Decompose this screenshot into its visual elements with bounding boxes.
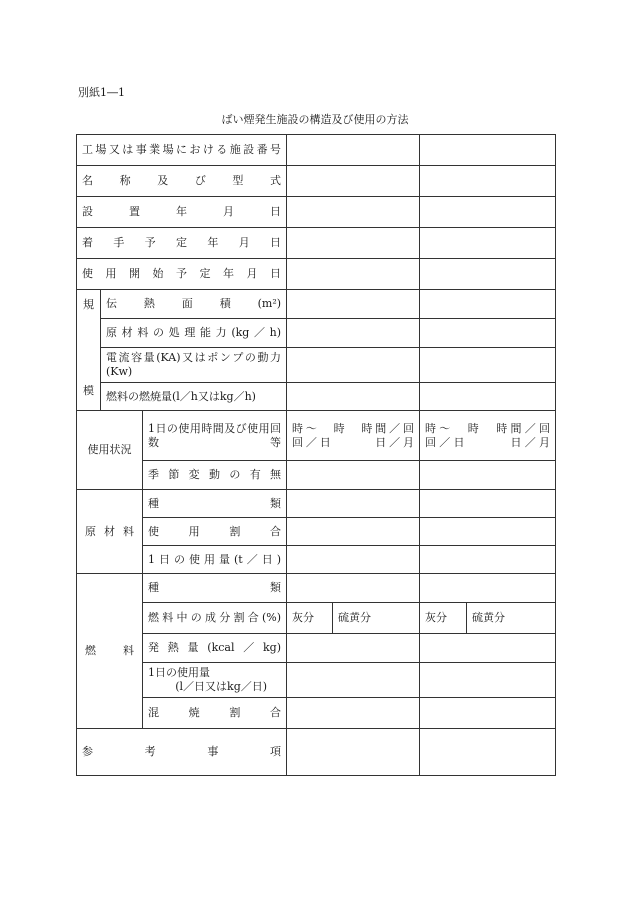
label-heat-area: 伝熱面積(m²) xyxy=(101,290,287,319)
facility-form-table xyxy=(76,134,556,776)
label-material-capacity: 原材料の処理能力(kg／h) xyxy=(101,319,287,348)
row-usage-hours xyxy=(77,411,556,461)
input-power-1[interactable] xyxy=(287,348,420,383)
input-use-start-date-1[interactable] xyxy=(287,259,420,290)
usage-hours-2-line2: 回／日 日／月 xyxy=(425,435,551,449)
input-calorific-1[interactable] xyxy=(287,634,420,663)
row-mixed xyxy=(77,698,556,729)
input-raw-ratio-2[interactable] xyxy=(420,518,556,546)
input-raw-type-1[interactable] xyxy=(287,490,420,518)
input-calorific-2[interactable] xyxy=(420,634,556,663)
input-heat-area-2[interactable] xyxy=(420,290,556,319)
ash-label-1: 灰分 xyxy=(292,611,315,625)
input-material-capacity-1[interactable] xyxy=(287,319,420,348)
input-notes-2[interactable] xyxy=(420,729,556,776)
input-sulfur-2[interactable] xyxy=(467,603,556,634)
row-raw-type xyxy=(77,490,556,518)
input-start-work-date-2[interactable] xyxy=(420,228,556,259)
sulfur-label-1: 硫黄分 xyxy=(338,611,372,625)
fuel-category: 燃料 xyxy=(77,574,143,729)
label-raw-ratio: 使用割合 xyxy=(143,518,287,546)
input-install-date-1[interactable] xyxy=(287,197,420,228)
fuel-daily-line2: (l／日又はkg／日) xyxy=(175,680,268,693)
input-start-work-date-1[interactable] xyxy=(287,228,420,259)
row-fuel-component xyxy=(77,603,556,634)
label-power: 電流容量(KA)又はポンプの動力(Kw) xyxy=(101,348,287,383)
input-fuel-type-1[interactable] xyxy=(287,574,420,603)
usage-hours-2-line1: 時～ 時 時間／回 xyxy=(425,421,551,435)
label-install-date: 設置年月日 xyxy=(77,197,287,228)
label-start-work-date: 着手予定年月日 xyxy=(77,228,287,259)
input-raw-type-2[interactable] xyxy=(420,490,556,518)
row-start-work-date xyxy=(77,228,556,259)
row-fuel-consumption xyxy=(77,383,556,411)
label-mixed: 混焼割合 xyxy=(143,698,287,729)
usage-hours-1-line2: 回／日 日／月 xyxy=(292,435,415,449)
input-name-type-1[interactable] xyxy=(287,166,420,197)
input-usage-hours-1[interactable] xyxy=(287,411,420,461)
fuel-daily-line1: 1日の使用量 xyxy=(148,666,210,680)
row-raw-daily xyxy=(77,546,556,574)
label-name-type: 名称及び型式 xyxy=(77,166,287,197)
label-use-start-date: 使用開始予定年月日 xyxy=(77,259,287,290)
input-fuel-consumption-1[interactable] xyxy=(287,383,420,411)
row-raw-ratio xyxy=(77,518,556,546)
row-seasonal xyxy=(77,461,556,490)
label-raw-type: 種類 xyxy=(143,490,287,518)
input-facility-no-1[interactable] xyxy=(287,135,420,166)
input-ash-1[interactable] xyxy=(287,603,333,634)
scale-category xyxy=(77,290,101,411)
label-raw-daily: 1日の使用量(t／日) xyxy=(143,546,287,574)
input-name-type-2[interactable] xyxy=(420,166,556,197)
label-calorific: 発熱量(kcal／kg) xyxy=(143,634,287,663)
input-facility-no-2[interactable] xyxy=(420,135,556,166)
input-usage-hours-2[interactable] xyxy=(420,411,556,461)
row-name-type xyxy=(77,166,556,197)
input-fuel-daily-2[interactable] xyxy=(420,663,556,698)
row-fuel-daily xyxy=(77,663,556,698)
input-ash-2[interactable] xyxy=(420,603,467,634)
input-material-capacity-2[interactable] xyxy=(420,319,556,348)
label-facility-no: 工場又は事業場における施設番号 xyxy=(77,135,287,166)
input-mixed-2[interactable] xyxy=(420,698,556,729)
input-fuel-consumption-2[interactable] xyxy=(420,383,556,411)
input-use-start-date-2[interactable] xyxy=(420,259,556,290)
label-notes: 参考事項 xyxy=(77,729,287,776)
label-fuel-consumption: 燃料の燃焼量(l／h又はkg／h) xyxy=(101,383,287,411)
label-fuel-component: 燃料中の成分割合(%) xyxy=(143,603,287,634)
document-title: ばい煙発生施設の構造及び使用の方法 xyxy=(221,113,409,126)
input-power-2[interactable] xyxy=(420,348,556,383)
input-sulfur-1[interactable] xyxy=(333,603,420,634)
label-usage-hours: 1日の使用時間及び使用回数等 xyxy=(143,411,287,461)
input-install-date-2[interactable] xyxy=(420,197,556,228)
input-raw-daily-2[interactable] xyxy=(420,546,556,574)
raw-material-category: 原材料 xyxy=(77,490,143,574)
input-heat-area-1[interactable] xyxy=(287,290,420,319)
input-raw-daily-1[interactable] xyxy=(287,546,420,574)
input-mixed-1[interactable] xyxy=(287,698,420,729)
input-fuel-daily-1[interactable] xyxy=(287,663,420,698)
input-seasonal-1[interactable] xyxy=(287,461,420,490)
row-install-date xyxy=(77,197,556,228)
row-notes xyxy=(77,729,556,776)
scale-label-top: 規 xyxy=(83,298,94,311)
sulfur-label-2: 硫黄分 xyxy=(472,611,506,625)
input-fuel-type-2[interactable] xyxy=(420,574,556,603)
input-raw-ratio-1[interactable] xyxy=(287,518,420,546)
label-seasonal: 季節変動の有無 xyxy=(143,461,287,490)
input-seasonal-2[interactable] xyxy=(420,461,556,490)
row-material-capacity xyxy=(77,319,556,348)
usage-hours-1-line1: 時～ 時 時間／回 xyxy=(292,421,415,435)
row-power xyxy=(77,348,556,383)
ash-label-2: 灰分 xyxy=(425,611,448,625)
row-calorific xyxy=(77,634,556,663)
row-fuel-type xyxy=(77,574,556,603)
usage-category: 使用状況 xyxy=(77,411,143,490)
row-facility-no xyxy=(77,135,556,166)
row-heat-area xyxy=(77,290,556,319)
sheet-label: 別紙1―1 xyxy=(78,86,125,99)
label-fuel-type: 種類 xyxy=(143,574,287,603)
row-use-start-date xyxy=(77,259,556,290)
input-notes-1[interactable] xyxy=(287,729,420,776)
label-fuel-daily xyxy=(143,663,287,698)
scale-label-bottom: 模 xyxy=(83,384,94,398)
